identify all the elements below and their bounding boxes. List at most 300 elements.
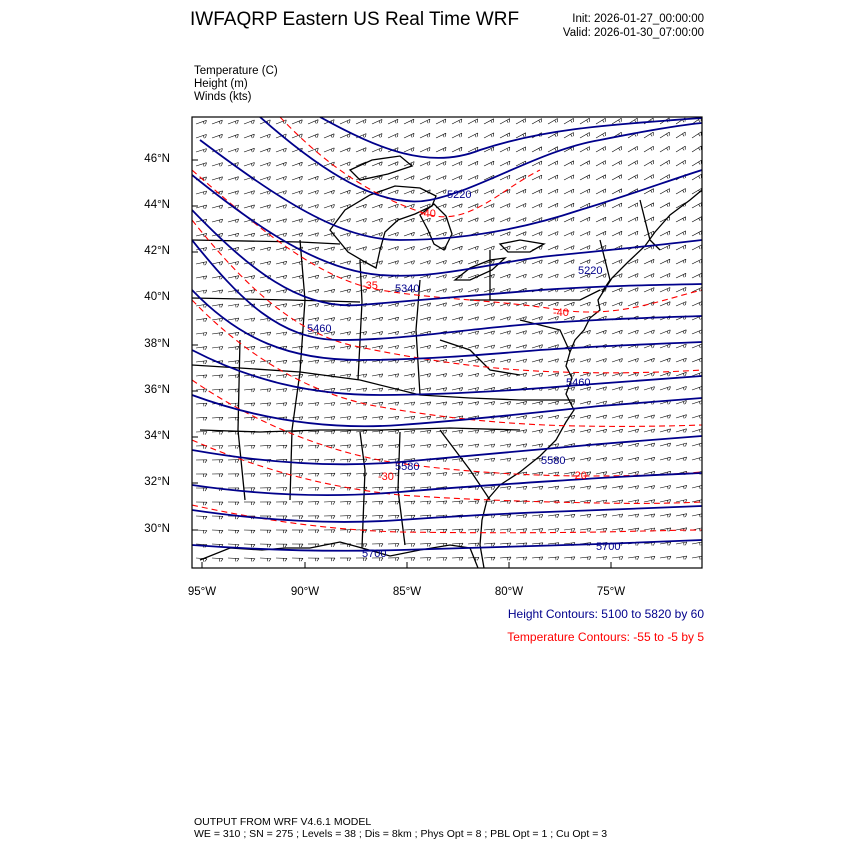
wind-barb [260,177,270,181]
wind-barb [660,132,669,138]
wind-barb [660,330,670,334]
wind-barb [420,147,430,152]
wind-barb [196,361,207,364]
wind-barb [324,502,335,505]
wind-barb [660,387,670,391]
wind-barb [356,332,367,336]
wind-barb [340,289,351,293]
wind-barb [660,415,671,419]
wind-barb [468,289,478,293]
wind-barb [516,345,527,349]
wind-barb [564,274,574,278]
height-contour-line [192,473,702,495]
wind-barb [516,444,527,448]
wind-barb [628,161,638,167]
wind-barb [596,175,606,180]
wind-barb [612,260,622,265]
wind-barb [244,148,254,152]
wind-barb [372,431,383,434]
wind-barb [452,119,462,124]
wind-barb [692,330,702,334]
map-title: IWFAQRP Eastern US Real Time WRF [190,9,520,30]
wind-barb [356,416,367,420]
wind-barb [484,161,494,166]
wind-barb [676,287,686,292]
wind-barb [436,317,447,321]
wind-barb [548,415,559,419]
wind-barb [404,148,414,153]
wind-barb [660,457,671,461]
wind-barb [532,529,543,532]
model-settings: WE = 310 ; SN = 275 ; Levels = 38 ; Dis = 8km ; Phys Opt = 8 ; PBL Opt = 1 ; Cu Opt = 3 [194,828,608,840]
wind-barb [500,161,510,166]
wind-barb [388,558,399,561]
wind-barb [420,374,431,378]
wind-barb [500,317,511,321]
wind-barb [516,189,526,194]
wind-barb [244,558,255,562]
wind-barb [436,260,446,264]
wind-barb [516,416,527,420]
wind-barb [468,204,478,208]
wind-barb [660,542,671,546]
wind-barb [244,474,255,477]
wind-barb [228,318,239,322]
wind-barb [452,359,463,363]
wind-barb [356,119,366,124]
wind-barb [340,134,350,138]
wind-barb [516,458,527,462]
wind-barb [468,501,479,504]
wind-barb [388,402,399,406]
wind-barb [404,176,414,180]
wind-barb [292,544,303,547]
wind-barb [436,232,446,236]
wind-barb [244,191,255,195]
wind-barb [628,203,638,208]
wind-barb [612,415,623,419]
wind-barb [404,331,415,335]
wind-barb [340,332,351,336]
wind-barb [196,375,207,378]
wind-barb [356,247,367,251]
wind-barb [404,190,414,194]
wind-barb [292,558,303,561]
wind-barb [516,331,527,335]
wind-barb [692,203,702,208]
wind-barb [244,318,255,322]
wind-barb [692,231,702,236]
wind-barb [420,473,431,476]
wind-barb [580,161,590,166]
wind-barb [500,543,511,546]
wind-barb [452,430,463,434]
wind-barb [644,443,655,447]
wind-barb [292,219,303,223]
wind-barb [484,430,495,434]
wind-barb [596,401,607,405]
wind-barb [644,288,654,292]
wind-barb [596,161,606,166]
wind-barb [308,289,319,293]
wind-barb [500,345,511,349]
wind-barb [580,528,591,531]
wind-barb [372,445,383,448]
wind-barb [532,515,543,518]
wind-barb [436,303,447,307]
wind-barb [532,274,542,278]
wind-barb [260,219,271,223]
wind-barb [228,219,239,223]
wind-barb [260,558,271,561]
height-contour-legend: Height Contours: 5100 to 5820 by 60 [507,607,704,621]
wind-barb [276,318,287,322]
wind-barb [244,530,255,533]
wind-barb [628,556,639,559]
lat-label: 36°N [144,384,170,396]
wind-barb [580,486,591,490]
wind-barb [212,304,223,308]
wind-barb [420,289,431,293]
wind-barb [356,516,367,519]
wind-barb [260,290,271,294]
wind-barb [292,162,302,166]
wind-barb [420,303,431,307]
wind-barb [500,444,511,448]
wind-barb [276,516,287,519]
wind-barb [228,460,239,463]
wind-barb [228,361,239,364]
wind-barb [196,262,207,266]
wind-barb [692,217,702,222]
lon-label: 85°W [392,586,422,598]
wind-barb [308,403,319,406]
wind-barb [580,231,590,236]
wind-barb [436,119,446,124]
wind-barb [404,317,415,321]
lat-label: 34°N [144,430,170,442]
wind-barb [612,486,623,490]
wind-barb [324,247,335,251]
wind-barb [244,445,255,448]
wind-barb [356,204,366,208]
wind-barb [468,543,479,546]
wind-barb [388,190,398,194]
wind-barb [564,429,575,433]
wind-barb [468,388,479,392]
wind-barb [260,474,271,477]
wind-barb [420,543,431,546]
wind-barb [212,530,223,533]
wind-barb [660,344,670,348]
wind-barb [372,162,382,166]
wind-barb [292,403,303,406]
wind-barb [596,330,606,334]
wind-barb [484,218,494,222]
wind-barb [596,118,605,124]
wind-barb [244,544,255,547]
wind-barb [276,374,287,378]
wind-barb [260,445,271,448]
wind-barb [260,544,271,547]
wind-barb [484,458,495,462]
wind-barb [404,232,414,236]
wind-barb [260,488,271,491]
wind-barb [532,331,543,335]
variable-label-height: Height (m) [194,78,248,90]
wind-barb [196,134,206,138]
wind-barb [308,431,319,434]
wind-barb [372,119,382,124]
wind-barb [388,261,399,265]
wind-barb [564,330,574,334]
wind-barb [660,429,671,433]
wind-barb [260,403,271,406]
wind-barb [644,500,655,504]
wind-barb [308,304,319,308]
wind-barb [676,245,686,250]
wind-barb [644,160,654,166]
wind-barb [612,118,621,124]
wind-barb [308,205,318,209]
wind-barb [244,205,255,209]
wind-barb [228,502,239,505]
wind-barb [276,176,286,180]
wind-barb [532,416,543,420]
wind-barb [516,246,526,250]
wind-barb [244,247,255,251]
wind-barb [644,486,655,490]
wind-barb [324,473,335,476]
wind-barb [436,374,447,378]
temperature-label: -20 [571,470,587,482]
wind-barb [516,401,527,405]
wind-barb [532,557,543,560]
wind-barb [260,205,271,209]
wind-barb-field [196,118,703,562]
wind-barb [340,346,351,350]
wind-barb [548,486,559,490]
lat-label: 38°N [144,338,170,350]
wind-barb [388,119,398,124]
wind-barb [276,162,286,166]
wind-barb [532,260,542,264]
wind-barb [500,218,510,222]
wind-barb [340,219,350,223]
wind-barb [436,402,447,406]
wind-barb [436,345,447,349]
wind-barb [532,203,542,208]
wind-barb [228,417,239,420]
wind-barb [644,556,655,560]
wind-barb [692,174,701,180]
wind-barb [484,190,494,195]
wind-barb [212,474,223,477]
wind-barb [388,346,399,350]
wind-barb [404,416,415,420]
wind-barb [308,219,319,223]
wind-barb [628,358,638,362]
wind-barb [452,147,462,152]
wind-barb [260,530,271,533]
wind-barb [436,558,447,561]
wind-barb [404,374,415,378]
wind-barb [228,148,238,152]
wind-barb [676,485,687,489]
wind-barb [196,417,207,420]
wind-barb [436,275,446,279]
wind-barb [404,544,415,547]
wind-barb [676,443,687,447]
wind-barb [532,189,542,194]
wind-barb [260,247,271,251]
wind-barb [276,120,286,124]
wind-barb [580,401,591,405]
wind-barb [212,290,223,294]
wind-barb [308,502,319,505]
wind-barb [404,402,415,406]
wind-barb [692,401,702,405]
wind-barb [340,148,350,152]
wind-barb [468,260,478,264]
wind-barb [356,148,366,152]
wind-barb [532,175,542,180]
wind-barb [564,246,574,250]
wind-barb [308,134,318,138]
wind-barb [420,119,430,124]
wind-barb [676,457,687,461]
wind-barb [340,402,351,405]
wind-barb [692,259,702,264]
wind-barb [676,514,687,518]
wind-barb [484,557,495,560]
wind-barb [340,162,350,166]
wind-barb [228,191,239,195]
wind-barb [580,175,590,180]
wind-barb [484,133,494,138]
wind-barb [468,246,478,250]
height-label: 5220 [578,265,603,277]
wind-barb [340,431,351,434]
wind-barb [196,276,207,280]
wind-barb [372,218,382,222]
wind-barb [404,445,415,448]
wind-barb [196,163,207,167]
wind-barb [484,204,494,208]
wind-barb [548,246,558,250]
wind-barb [468,529,479,532]
wind-barb [308,516,319,519]
wind-barb [580,557,591,560]
wind-barb [388,374,399,378]
wind-barb [372,317,383,321]
wind-barb [500,557,511,560]
wind-barb [500,232,510,236]
wind-barb [548,401,559,405]
wind-barb [308,488,319,491]
wind-barb [628,429,639,433]
wind-barb [660,486,671,490]
wind-barb [628,288,638,292]
lat-label: 44°N [144,199,170,211]
wind-barb [676,401,686,405]
wind-barb [500,515,511,518]
wind-barb [404,119,414,124]
temperature-contours [192,117,702,533]
wind-barb [516,119,526,124]
wind-barb [244,389,255,392]
wind-barb [228,177,239,181]
wind-barb [244,120,254,124]
wind-barb [676,415,687,419]
wind-barb [676,259,686,264]
wind-barb [388,445,399,448]
wind-barb [500,331,511,335]
wind-barb [676,160,685,166]
wind-barb [612,161,622,166]
wind-barb [548,430,559,434]
wind-barb [596,486,607,490]
wind-barb [292,374,303,377]
wind-barb [644,274,654,279]
wind-barb [596,302,606,306]
wind-barb [388,515,399,518]
wind-barb [292,502,303,505]
wind-barb [212,134,222,138]
wind-barb [356,431,367,434]
wind-barb [388,544,399,547]
wind-barb [292,488,303,491]
wind-barb [292,445,303,448]
wind-barb [420,176,430,180]
wind-barb [372,204,382,208]
wind-barb [324,176,334,180]
wind-barb [564,260,574,264]
wind-barb [276,148,286,152]
wind-barb [612,514,623,518]
wind-barb [260,148,270,152]
lon-label: 90°W [290,586,320,598]
wind-barb [372,346,383,350]
wind-barb [404,487,415,490]
wind-barb [676,189,686,195]
wind-barb [324,204,334,208]
wind-barb [564,557,575,560]
wind-barb [692,386,702,390]
height-label: 5460 [566,377,591,389]
lat-label: 40°N [144,291,170,303]
wind-barb [212,219,223,223]
wind-barb [692,457,703,461]
wind-barb [372,501,383,504]
wind-barb [532,232,542,236]
wind-barb [644,259,654,264]
wind-barb [676,217,686,222]
wind-barb [516,557,527,560]
wind-barb [228,233,239,237]
wind-barb [660,358,670,362]
wind-barb [404,360,415,364]
wind-barb [196,502,207,505]
wind-barb [436,388,447,392]
wind-barb [548,175,558,180]
wind-barb [500,402,511,406]
wind-barb [372,148,382,152]
wind-barb [436,289,447,293]
wind-barb [228,120,238,124]
wind-barb [644,132,653,138]
wind-barb [276,502,287,505]
